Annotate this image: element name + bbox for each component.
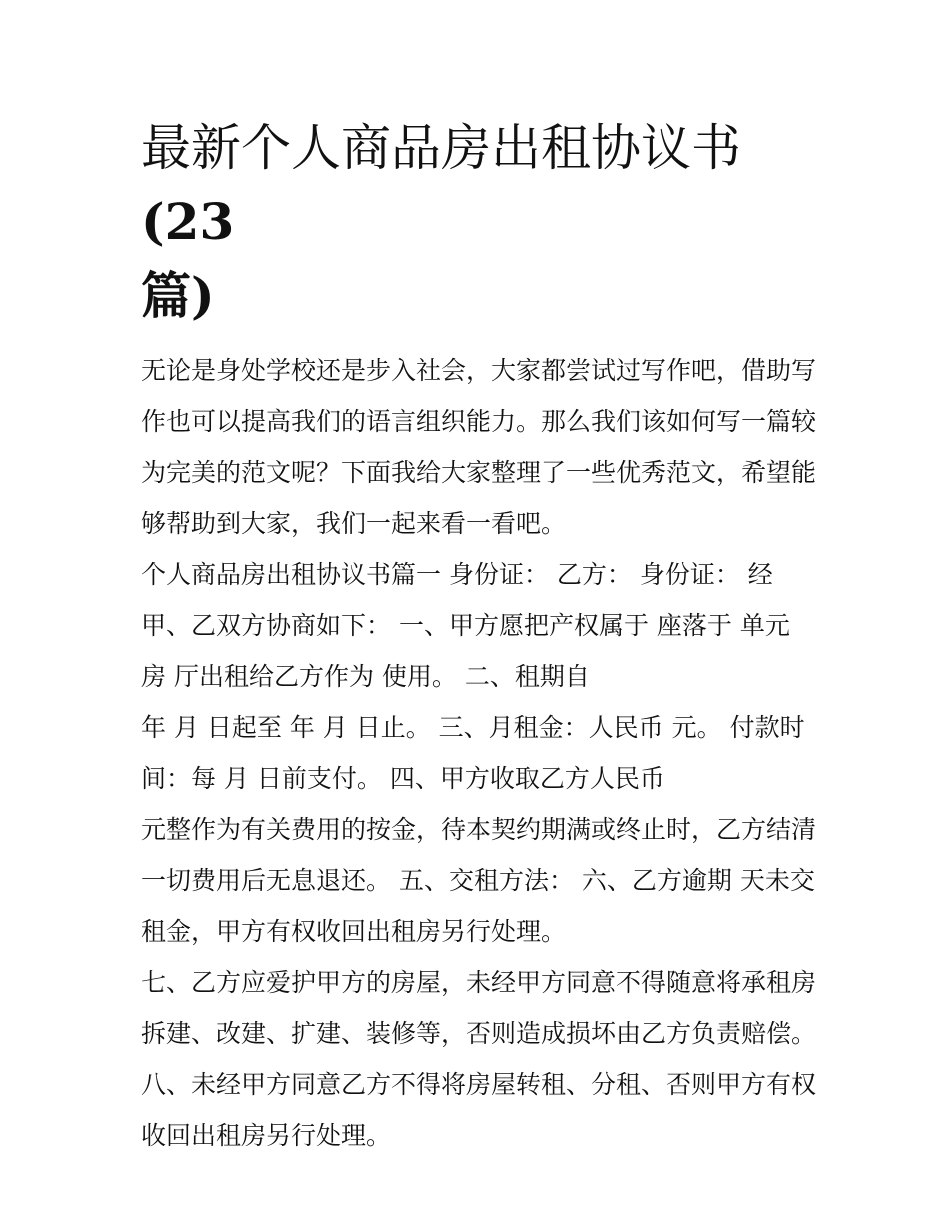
body-line: 七、乙方应爱护甲方的房屋，未经甲方同意不得随意将承租房: [141, 968, 817, 997]
title-number-text: (23: [141, 192, 235, 251]
body-line: 为完美的范文呢？下面我给大家整理了一些优秀范文，希望能: [141, 458, 817, 487]
body-line: 个人商品房出租协议书篇一 身份证： 乙方： 身份证： 经: [141, 560, 773, 589]
body-line: 收回出租房另行处理。: [141, 1121, 392, 1150]
body-line: 间：每 月 日前支付。 四、甲方收取乙方人民币: [141, 764, 665, 793]
body-line: 元整作为有关费用的按金，待本契约期满或终止时，乙方结清: [141, 815, 817, 844]
document-page: [141, 112, 817, 1161]
body-line: 八、未经甲方同意乙方不得将房屋转租、分租、否则甲方有权: [141, 1070, 817, 1099]
title-line2-text: 篇): [141, 266, 215, 325]
document-body: [141, 345, 817, 1161]
body-line: 房 厅出租给乙方作为 使用。 二、租期自: [141, 662, 590, 691]
body-line: 甲、乙双方协商如下： 一、甲方愿把产权属于 座落于 单元: [141, 611, 790, 640]
body-line: 够帮助到大家，我们一起来看一看吧。: [141, 509, 567, 538]
document-title: [141, 112, 813, 333]
body-line: 租金，甲方有权收回出租房另行处理。: [141, 917, 567, 946]
body-line: 无论是身处学校还是步入社会，大家都尝试过写作吧，借助写: [141, 356, 817, 385]
body-line: 一切费用后无息退还。 五、交租方法： 六、乙方逾期 天未交: [141, 866, 815, 895]
body-line: 拆建、改建、扩建、装修等，否则造成损坏由乙方负责赔偿。: [141, 1019, 817, 1048]
body-line: 作也可以提高我们的语言组织能力。那么我们该如何写一篇较: [141, 407, 817, 436]
title-main-text: 最新个人商品房出租协议书: [141, 119, 741, 177]
body-line: 年 月 日起至 年 月 日止。 三、月租金：人民币 元。 付款时: [141, 713, 805, 742]
